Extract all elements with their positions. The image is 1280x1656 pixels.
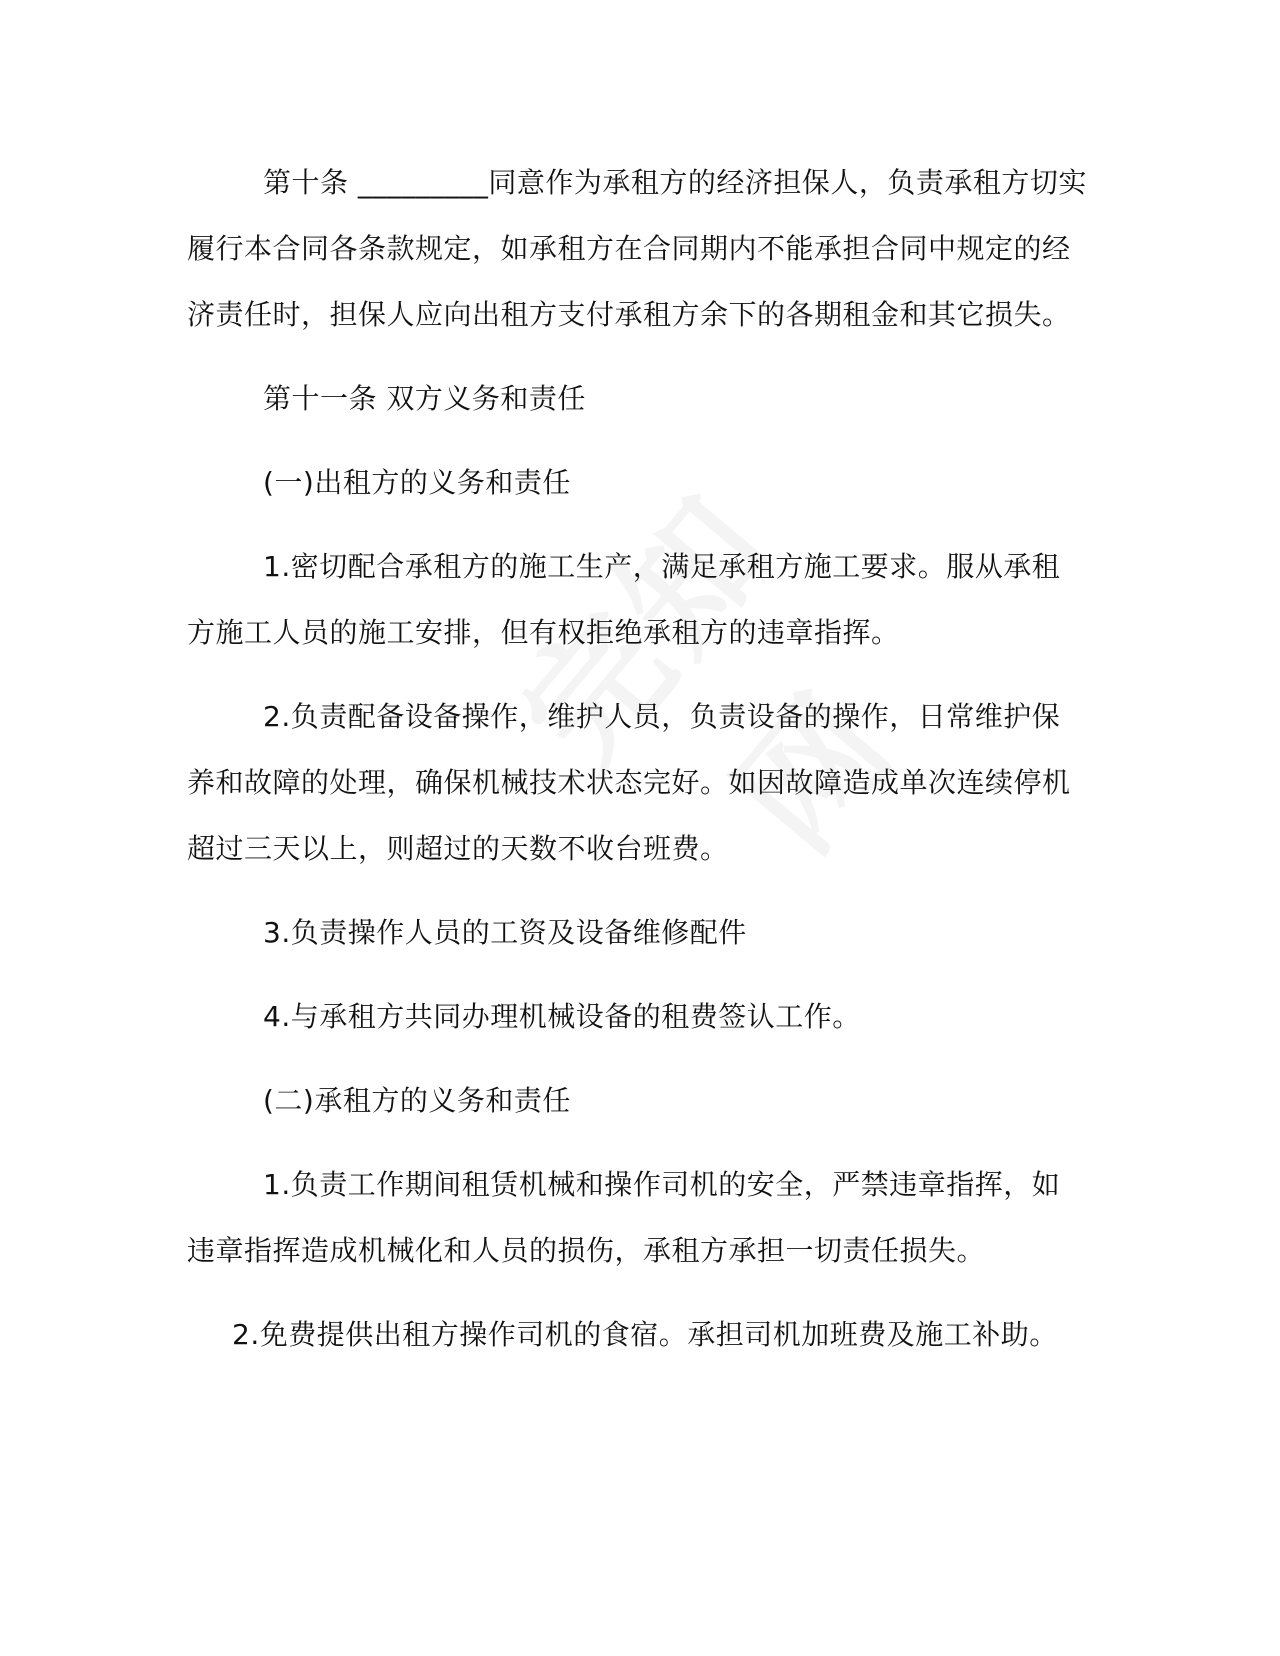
lessee-duties-heading: (二)承租方的义务和责任 — [263, 1084, 571, 1117]
article-11-heading: 第十一条 双方义务和责任 — [263, 382, 586, 415]
lessor-duty-3: 3.负责操作人员的工资及设备维修配件 — [263, 916, 747, 949]
lessee-duty-1: 1.负责工作期间租赁机械和操作司机的安全，严禁违章指挥，如违章指挥造成机械化和人员的损伤，承租方承担一切责任损失。 — [187, 1168, 1061, 1267]
document-body — [187, 150, 1087, 1386]
article-10-paragraph: 第十条 _________同意作为承租方的经济担保人，负责承租方切实履行本合同各条款规定，如承租方在合同期内不能承担合同中规定的经济责任时，担保人应向出租方支付承租方余下的各期租金和其它损失。 — [187, 166, 1087, 331]
lessor-duty-1: 1.密切配合承租方的施工生产，满足承租方施工要求。服从承租方施工人员的施工安排，但有权拒绝承租方的违章指挥。 — [187, 550, 1061, 649]
lessee-duty-2: 2.免费提供出租方操作司机的食宿。承担司机加班费及施工补助。 — [232, 1318, 1058, 1351]
lessor-duties-heading: (一)出租方的义务和责任 — [263, 466, 571, 499]
lessor-duty-4: 4.与承租方共同办理机械设备的租费签认工作。 — [263, 1000, 861, 1033]
lessor-duty-2: 2.负责配备设备操作，维护人员，负责设备的操作，日常维护保养和故障的处理，确保机械技术状态完好。如因故障造成单次连续停机超过三天以上，则超过的天数不收台班费。 — [187, 700, 1071, 865]
